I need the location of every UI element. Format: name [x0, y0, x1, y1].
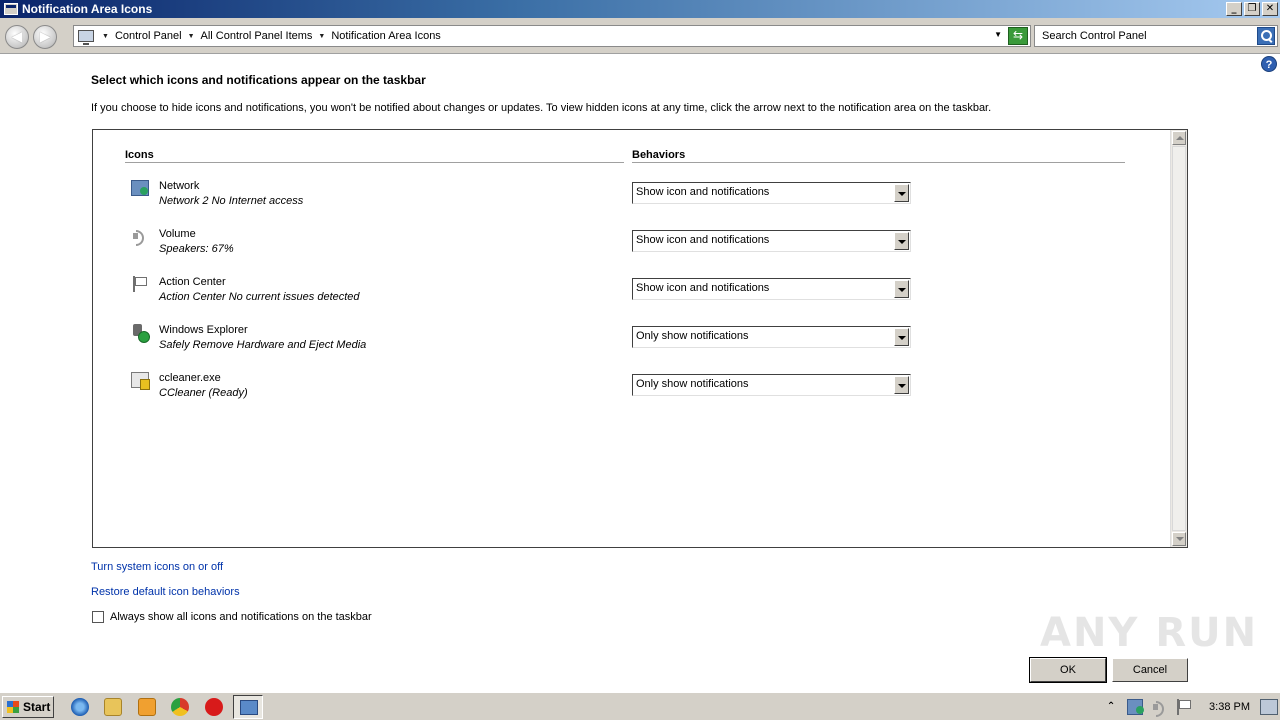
internet-explorer-icon[interactable] — [71, 698, 89, 716]
volume-icon — [131, 228, 149, 244]
search-input[interactable] — [1035, 26, 1253, 46]
show-desktop-button[interactable] — [1260, 699, 1278, 715]
search-icon[interactable] — [1257, 27, 1275, 45]
back-button[interactable] — [5, 25, 29, 49]
ok-button[interactable]: OK — [1030, 658, 1106, 682]
column-header-behaviors: Behaviors — [632, 149, 686, 161]
item-name: Volume — [159, 228, 196, 240]
ccleaner-icon — [131, 372, 149, 388]
network-icon — [131, 180, 149, 196]
chevron-down-icon[interactable] — [894, 376, 909, 394]
turn-system-icons-link[interactable]: Turn system icons on or off — [91, 561, 224, 573]
item-name: ccleaner.exe — [159, 372, 221, 384]
icon-behavior-list — [92, 129, 1188, 548]
control-panel-location-icon — [78, 30, 94, 42]
header-divider — [125, 162, 624, 163]
breadcrumb-all-items[interactable]: All Control Panel Items — [200, 30, 313, 42]
window-app-icon — [4, 3, 18, 15]
breadcrumb-notification-area-icons[interactable]: Notification Area Icons — [331, 30, 441, 42]
chrome-icon[interactable] — [171, 698, 189, 716]
page-description: If you choose to hide icons and notifications, you won't be notified about changes or updates. To view hidden icons at any time, click the arrow next to the notification area on the taskbar. — [91, 102, 992, 114]
list-item — [131, 274, 1131, 314]
navigation-bar — [0, 18, 1280, 54]
volume-tray-icon[interactable] — [1151, 699, 1167, 715]
item-detail: Network 2 No Internet access — [159, 195, 304, 207]
opera-icon[interactable] — [205, 698, 223, 716]
anyrun-watermark: ANY RUN — [1040, 610, 1259, 656]
breadcrumb-separator-icon[interactable]: ▼ — [102, 32, 109, 40]
behavior-value: Show icon and notifications — [636, 234, 770, 246]
address-bar[interactable] — [73, 25, 1031, 47]
chevron-down-icon[interactable] — [894, 232, 909, 250]
item-detail: Speakers: 67% — [159, 243, 234, 255]
list-item — [131, 322, 1131, 362]
breadcrumb-separator-icon[interactable]: ▼ — [187, 32, 195, 40]
show-hidden-icons-chevron-icon[interactable]: ⌃ — [1106, 701, 1116, 712]
title-bar — [0, 0, 1280, 18]
behavior-value: Show icon and notifications — [636, 186, 770, 198]
scroll-track[interactable] — [1172, 146, 1186, 531]
refresh-button[interactable]: ⇆ — [1008, 27, 1028, 45]
taskbar — [0, 692, 1280, 720]
list-item — [131, 370, 1131, 410]
search-box[interactable] — [1034, 25, 1278, 47]
vertical-scrollbar[interactable] — [1170, 130, 1187, 547]
always-show-checkbox[interactable] — [92, 611, 104, 623]
always-show-label: Always show all icons and notifications on the taskbar — [110, 611, 372, 623]
behavior-value: Only show notifications — [636, 330, 749, 342]
media-player-icon[interactable] — [138, 698, 156, 716]
help-icon[interactable]: ? — [1261, 56, 1277, 72]
cancel-button[interactable]: Cancel — [1112, 658, 1188, 682]
behavior-value: Show icon and notifications — [636, 282, 770, 294]
restore-button[interactable]: ❐ — [1244, 2, 1260, 16]
behavior-select[interactable] — [632, 326, 911, 348]
address-dropdown-icon[interactable]: ▼ — [994, 30, 1002, 39]
file-explorer-icon[interactable] — [104, 698, 122, 716]
behavior-select[interactable] — [632, 278, 911, 300]
safely-remove-hardware-icon — [131, 324, 149, 340]
scroll-down-button[interactable] — [1172, 532, 1186, 546]
back-arrow-icon: ◀ — [11, 29, 23, 45]
item-name: Windows Explorer — [159, 324, 248, 336]
forward-button[interactable] — [33, 25, 57, 49]
forward-arrow-icon: ▶ — [39, 29, 51, 45]
restore-defaults-link[interactable]: Restore default icon behaviors — [91, 586, 240, 598]
item-detail: Safely Remove Hardware and Eject Media — [159, 339, 367, 351]
item-detail: Action Center No current issues detected — [159, 291, 360, 303]
close-button[interactable]: ✕ — [1262, 2, 1278, 16]
notification-area — [1103, 695, 1278, 719]
start-button[interactable]: Start — [2, 696, 54, 718]
column-header-icons: Icons — [125, 149, 154, 161]
breadcrumb-separator-icon[interactable]: ▼ — [318, 32, 326, 40]
window-title: Notification Area Icons — [22, 2, 153, 16]
always-show-option[interactable] — [92, 611, 372, 623]
network-tray-icon[interactable] — [1127, 699, 1143, 715]
item-name: Network — [159, 180, 200, 192]
chevron-down-icon[interactable] — [894, 184, 909, 202]
behavior-value: Only show notifications — [636, 378, 749, 390]
minimize-button[interactable]: _ — [1226, 2, 1242, 16]
behavior-select[interactable] — [632, 230, 911, 252]
clock[interactable]: 3:38 PM — [1209, 701, 1250, 713]
behavior-select[interactable] — [632, 374, 911, 396]
list-item — [131, 178, 1131, 218]
behavior-select[interactable] — [632, 182, 911, 204]
chevron-down-icon[interactable] — [894, 328, 909, 346]
control-panel-icon[interactable] — [233, 695, 263, 719]
action-center-tray-icon[interactable] — [1175, 699, 1191, 715]
scroll-up-button[interactable] — [1172, 131, 1186, 145]
chevron-down-icon[interactable] — [894, 280, 909, 298]
action-center-flag-icon — [131, 276, 149, 292]
breadcrumb-control-panel[interactable]: Control Panel — [114, 30, 182, 42]
page-title: Select which icons and notifications appear on the taskbar — [91, 73, 426, 87]
header-divider — [632, 162, 1125, 163]
list-item — [131, 226, 1131, 266]
item-name: Action Center — [159, 276, 226, 288]
item-detail: CCleaner (Ready) — [159, 387, 248, 399]
